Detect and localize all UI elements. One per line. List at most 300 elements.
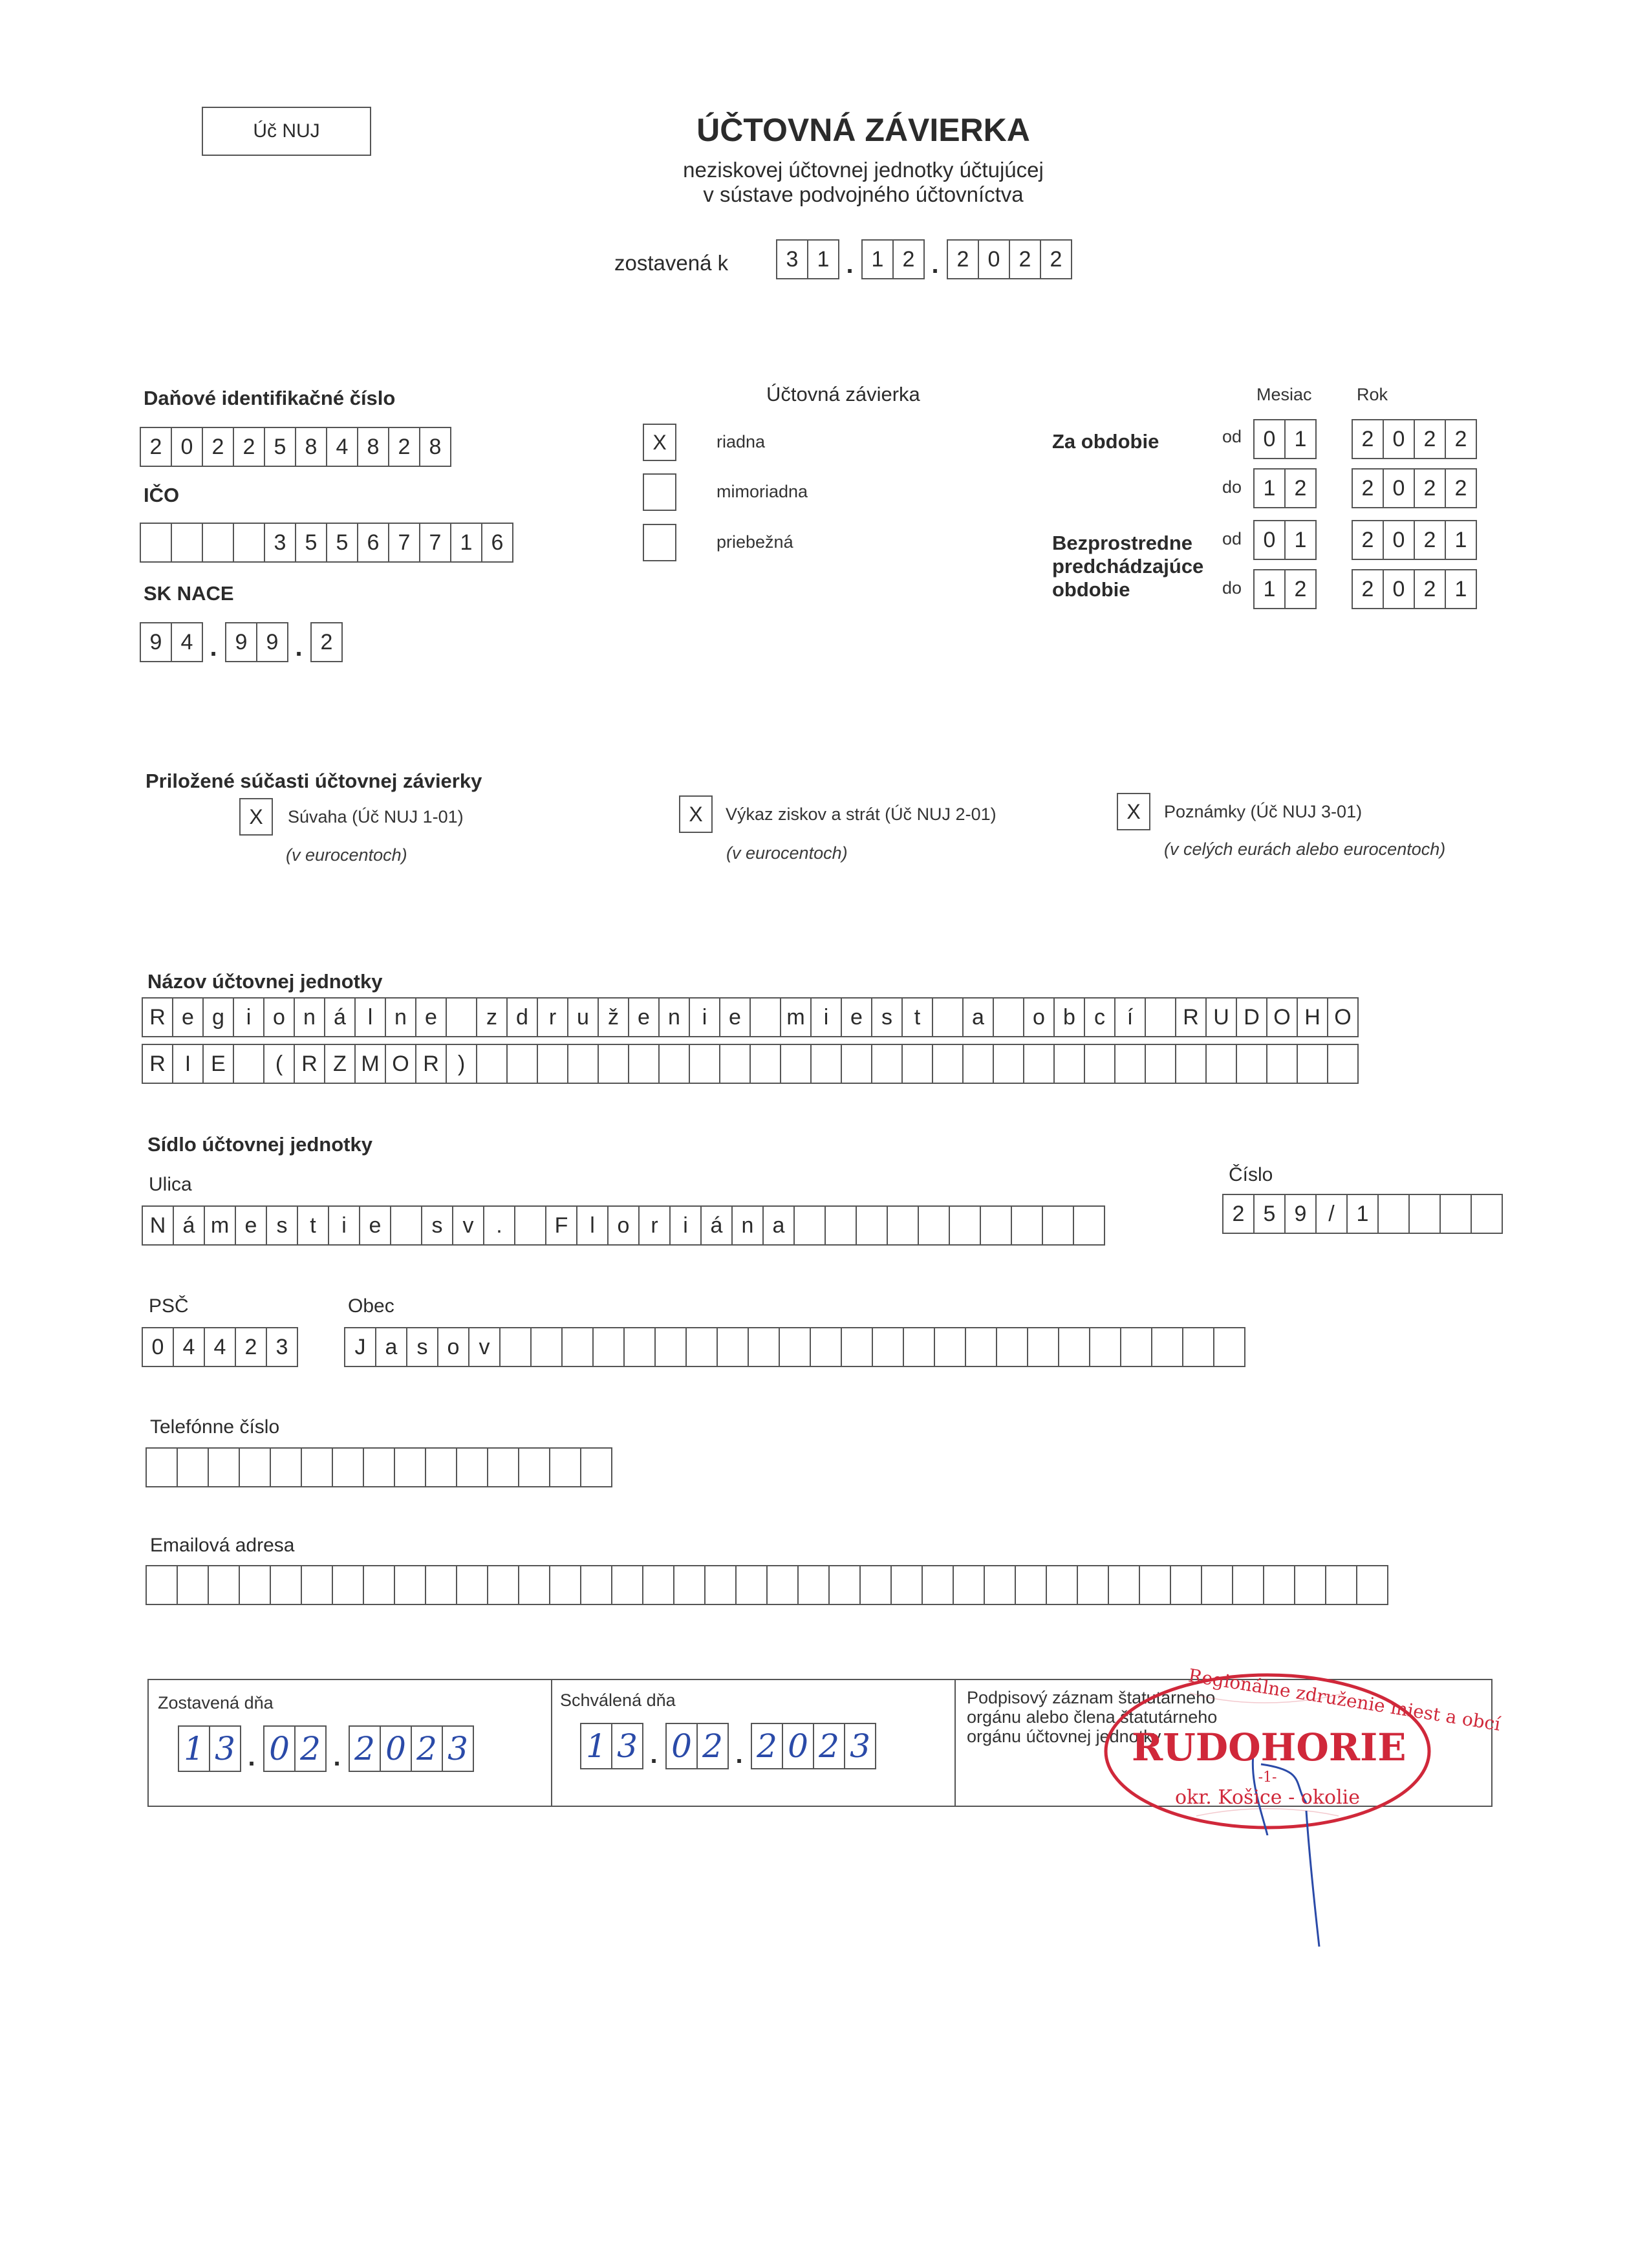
char-box[interactable]: [749, 997, 781, 1037]
char-box[interactable]: M: [354, 1044, 386, 1084]
char-box[interactable]: O: [1266, 997, 1298, 1037]
char-box[interactable]: [208, 1447, 240, 1487]
char-box[interactable]: [841, 1327, 873, 1367]
char-box[interactable]: [177, 1565, 209, 1605]
char-box[interactable]: [592, 1327, 625, 1367]
char-box[interactable]: 9: [225, 622, 257, 662]
char-box[interactable]: [984, 1565, 1016, 1605]
char-box[interactable]: H: [1297, 997, 1328, 1037]
current-from-month: [1253, 419, 1315, 459]
char-box[interactable]: 1: [861, 239, 894, 279]
char-box[interactable]: [146, 1565, 178, 1605]
statement-option-checkbox[interactable]: [643, 473, 676, 511]
char-box[interactable]: s: [421, 1205, 453, 1246]
char-box[interactable]: n: [385, 997, 416, 1037]
nace-part: [140, 622, 202, 662]
char-box[interactable]: [580, 1447, 612, 1487]
char-box[interactable]: í: [1114, 997, 1146, 1037]
char-box[interactable]: 0: [142, 1327, 174, 1367]
char-box[interactable]: [1015, 1565, 1047, 1605]
char-box[interactable]: 1: [1284, 419, 1317, 459]
char-box[interactable]: 2: [1352, 468, 1384, 508]
char-box[interactable]: [1042, 1205, 1074, 1246]
char-box[interactable]: 2: [1414, 520, 1446, 560]
char-box[interactable]: 8: [357, 427, 389, 467]
char-box[interactable]: 9: [256, 622, 288, 662]
char-box[interactable]: [1120, 1327, 1152, 1367]
char-box[interactable]: i: [810, 997, 842, 1037]
statement-option-checkbox[interactable]: [643, 524, 676, 561]
char-box[interactable]: [1027, 1327, 1059, 1367]
char-box[interactable]: [1236, 1044, 1267, 1084]
char-box[interactable]: 6: [357, 523, 389, 563]
char-box[interactable]: [766, 1565, 799, 1605]
char-box[interactable]: [685, 1327, 718, 1367]
char-box[interactable]: [549, 1447, 581, 1487]
char-box[interactable]: [1263, 1565, 1295, 1605]
char-box[interactable]: [841, 1044, 872, 1084]
statement-option-checkbox[interactable]: X: [643, 424, 676, 461]
char-box[interactable]: [270, 1447, 302, 1487]
char-box[interactable]: [301, 1447, 333, 1487]
char-box[interactable]: [233, 1044, 264, 1084]
char-box[interactable]: 0: [1383, 569, 1415, 609]
char-box[interactable]: 3: [776, 239, 808, 279]
char-box[interactable]: 2: [1009, 239, 1041, 279]
char-box: 1: [580, 1723, 612, 1769]
char-box: 3: [209, 1725, 241, 1772]
char-box[interactable]: e: [628, 997, 660, 1037]
char-box[interactable]: 9: [1284, 1194, 1317, 1234]
char-box[interactable]: m: [204, 1205, 236, 1246]
char-box[interactable]: [965, 1327, 997, 1367]
char-box[interactable]: [1182, 1327, 1214, 1367]
char-box[interactable]: [859, 1565, 892, 1605]
char-box[interactable]: s: [266, 1205, 298, 1246]
previous-period-label: Bezprostredne predchádzajúce obdobie: [1052, 532, 1204, 601]
char-box[interactable]: 4: [171, 622, 203, 662]
char-box[interactable]: e: [235, 1205, 267, 1246]
char-box[interactable]: 7: [388, 523, 420, 563]
char-box[interactable]: [332, 1565, 364, 1605]
char-box[interactable]: U: [1205, 997, 1237, 1037]
char-box[interactable]: [719, 1044, 751, 1084]
char-box[interactable]: [506, 1044, 538, 1084]
char-box[interactable]: [654, 1327, 687, 1367]
char-box[interactable]: [1151, 1327, 1183, 1367]
char-box[interactable]: [735, 1565, 768, 1605]
char-box[interactable]: 5: [264, 427, 296, 467]
char-box[interactable]: [793, 1205, 826, 1246]
attachment-checkbox[interactable]: X: [1117, 793, 1150, 830]
char-box[interactable]: [824, 1205, 857, 1246]
char-box[interactable]: [1377, 1194, 1410, 1234]
char-box[interactable]: [717, 1327, 749, 1367]
char-box[interactable]: (: [263, 1044, 295, 1084]
char-box[interactable]: 2: [233, 427, 265, 467]
char-box[interactable]: ž: [598, 997, 629, 1037]
char-box[interactable]: [567, 1044, 599, 1084]
char-box[interactable]: [780, 1044, 812, 1084]
char-box[interactable]: .: [483, 1205, 515, 1246]
char-box[interactable]: 1: [1253, 569, 1286, 609]
char-box[interactable]: e: [415, 997, 447, 1037]
attachment-unit: (v eurocentoch): [286, 845, 407, 865]
char-box[interactable]: b: [1053, 997, 1085, 1037]
char-box[interactable]: [1145, 997, 1176, 1037]
char-box[interactable]: [901, 1044, 933, 1084]
char-box[interactable]: 0: [978, 239, 1010, 279]
char-box[interactable]: o: [437, 1327, 469, 1367]
char-box[interactable]: [1023, 1044, 1055, 1084]
char-box[interactable]: [1201, 1565, 1233, 1605]
char-box[interactable]: i: [233, 997, 264, 1037]
char-box[interactable]: a: [375, 1327, 407, 1367]
char-box[interactable]: ): [446, 1044, 477, 1084]
char-box[interactable]: [301, 1565, 333, 1605]
char-box[interactable]: [749, 1044, 781, 1084]
char-box[interactable]: o: [607, 1205, 640, 1246]
char-box[interactable]: [580, 1565, 612, 1605]
char-box[interactable]: [611, 1565, 643, 1605]
char-box[interactable]: 5: [1253, 1194, 1286, 1234]
compiled-on-label: Zostavená dňa: [158, 1693, 274, 1712]
char-box[interactable]: 2: [1352, 520, 1384, 560]
char-box[interactable]: [856, 1205, 888, 1246]
char-box[interactable]: 0: [1383, 520, 1415, 560]
char-box[interactable]: 1: [1284, 520, 1317, 560]
char-box[interactable]: 2: [388, 427, 420, 467]
number-field: [1222, 1194, 1502, 1234]
char-box[interactable]: R: [142, 997, 173, 1037]
char-box[interactable]: [890, 1565, 923, 1605]
char-box[interactable]: 0: [1253, 520, 1286, 560]
char-box[interactable]: [748, 1327, 780, 1367]
char-box[interactable]: 8: [295, 427, 327, 467]
char-box[interactable]: [810, 1044, 842, 1084]
char-box[interactable]: 3: [264, 523, 296, 563]
char-box[interactable]: [949, 1205, 981, 1246]
char-box[interactable]: [561, 1327, 594, 1367]
page-subtitle-1: neziskovej účtovnej jednotky účtujúcej: [683, 158, 1044, 182]
char-box[interactable]: c: [1084, 997, 1116, 1037]
char-box[interactable]: á: [700, 1205, 733, 1246]
char-box[interactable]: u: [567, 997, 599, 1037]
char-box[interactable]: [518, 1565, 550, 1605]
char-box[interactable]: [932, 1044, 964, 1084]
char-box[interactable]: [1170, 1565, 1202, 1605]
char-box[interactable]: [456, 1447, 488, 1487]
char-box[interactable]: 2: [1284, 569, 1317, 609]
char-box[interactable]: r: [537, 997, 568, 1037]
approved-on-date: [580, 1723, 875, 1769]
char-box[interactable]: [1327, 1044, 1359, 1084]
char-box[interactable]: v: [468, 1327, 501, 1367]
char-box[interactable]: [934, 1327, 966, 1367]
char-box[interactable]: [394, 1447, 426, 1487]
char-box[interactable]: [514, 1205, 546, 1246]
seat-label: Sídlo účtovnej jednotky: [147, 1133, 372, 1156]
char-box[interactable]: [146, 1447, 178, 1487]
char-box[interactable]: [871, 1044, 903, 1084]
char-box[interactable]: 0: [171, 427, 203, 467]
char-box[interactable]: Z: [324, 1044, 356, 1084]
char-box[interactable]: s: [406, 1327, 438, 1367]
email-field: [146, 1565, 1387, 1605]
char-box[interactable]: l: [354, 997, 386, 1037]
char-box[interactable]: 2: [310, 622, 343, 662]
char-box[interactable]: 3: [266, 1327, 298, 1367]
char-box[interactable]: 2: [235, 1327, 267, 1367]
char-box[interactable]: e: [841, 997, 872, 1037]
char-box[interactable]: z: [476, 997, 508, 1037]
char-box[interactable]: o: [263, 997, 295, 1037]
char-box[interactable]: e: [359, 1205, 391, 1246]
char-box[interactable]: [1114, 1044, 1146, 1084]
char-box[interactable]: I: [172, 1044, 204, 1084]
char-box[interactable]: /: [1315, 1194, 1348, 1234]
char-box[interactable]: [239, 1447, 271, 1487]
char-box[interactable]: [623, 1327, 656, 1367]
char-box[interactable]: 1: [1445, 520, 1477, 560]
char-box[interactable]: i: [669, 1205, 702, 1246]
char-box[interactable]: [642, 1565, 674, 1605]
char-box[interactable]: e: [719, 997, 751, 1037]
char-box[interactable]: [202, 523, 234, 563]
char-box[interactable]: 1: [1445, 569, 1477, 609]
char-box[interactable]: 2: [1414, 569, 1446, 609]
char-box[interactable]: 7: [419, 523, 451, 563]
char-box[interactable]: [953, 1565, 985, 1605]
attachments-label: Priložené súčasti účtovnej závierky: [146, 770, 482, 792]
char-box[interactable]: [425, 1447, 457, 1487]
from-label: od: [1222, 427, 1242, 446]
char-box[interactable]: 0: [1383, 468, 1415, 508]
char-box[interactable]: n: [658, 997, 690, 1037]
char-box[interactable]: [993, 997, 1024, 1037]
char-box[interactable]: 2: [947, 239, 979, 279]
signature-label-line: Podpisový záznam štatutárneho: [967, 1688, 1216, 1707]
char-box[interactable]: 4: [204, 1327, 236, 1367]
char-box[interactable]: O: [1327, 997, 1359, 1037]
char-box[interactable]: F: [545, 1205, 577, 1246]
char-box[interactable]: R: [142, 1044, 173, 1084]
zip-field: [142, 1327, 297, 1367]
char-box[interactable]: [921, 1565, 954, 1605]
char-box[interactable]: 1: [1253, 468, 1286, 508]
char-box[interactable]: 5: [295, 523, 327, 563]
char-box[interactable]: n: [731, 1205, 764, 1246]
char-box[interactable]: E: [202, 1044, 234, 1084]
char-box[interactable]: [797, 1565, 830, 1605]
char-box[interactable]: [1175, 1044, 1207, 1084]
char-box[interactable]: [390, 1205, 422, 1246]
char-box[interactable]: [363, 1447, 395, 1487]
char-box[interactable]: 2: [1445, 419, 1477, 459]
char-box[interactable]: [518, 1447, 550, 1487]
char-box: 2: [813, 1723, 845, 1769]
char-box[interactable]: v: [452, 1205, 484, 1246]
char-box[interactable]: a: [962, 997, 994, 1037]
char-box[interactable]: [530, 1327, 563, 1367]
char-box[interactable]: [962, 1044, 994, 1084]
char-box[interactable]: [549, 1565, 581, 1605]
char-box[interactable]: a: [762, 1205, 795, 1246]
char-box[interactable]: [598, 1044, 629, 1084]
char-box[interactable]: [487, 1447, 519, 1487]
char-box[interactable]: i: [689, 997, 720, 1037]
char-box[interactable]: [1232, 1565, 1264, 1605]
char-box[interactable]: 4: [173, 1327, 205, 1367]
char-box[interactable]: 8: [419, 427, 451, 467]
char-box[interactable]: t: [297, 1205, 329, 1246]
char-box[interactable]: [425, 1565, 457, 1605]
char-box[interactable]: 2: [1040, 239, 1072, 279]
char-box[interactable]: [1325, 1565, 1357, 1605]
char-box[interactable]: [239, 1565, 271, 1605]
attachment-checkbox[interactable]: X: [679, 795, 713, 833]
compiled-month: [861, 239, 923, 279]
char-box[interactable]: [779, 1327, 811, 1367]
char-box[interactable]: [1297, 1044, 1328, 1084]
char-box[interactable]: o: [1023, 997, 1055, 1037]
char-box[interactable]: O: [385, 1044, 416, 1084]
char-box[interactable]: [1089, 1327, 1121, 1367]
char-box[interactable]: [177, 1447, 209, 1487]
char-box[interactable]: [487, 1565, 519, 1605]
char-box[interactable]: e: [172, 997, 204, 1037]
signature-label-line: orgánu alebo člena štatutárneho: [967, 1707, 1218, 1727]
char-box[interactable]: [1266, 1044, 1298, 1084]
char-box[interactable]: [1073, 1205, 1105, 1246]
char-box[interactable]: n: [294, 997, 325, 1037]
char-box[interactable]: [233, 523, 265, 563]
char-box[interactable]: [810, 1327, 842, 1367]
char-box[interactable]: g: [202, 997, 234, 1037]
char-box[interactable]: [140, 523, 172, 563]
char-box[interactable]: á: [173, 1205, 205, 1246]
char-box[interactable]: 1: [1346, 1194, 1379, 1234]
char-box[interactable]: 2: [140, 427, 172, 467]
char-box[interactable]: [1046, 1565, 1078, 1605]
char-box[interactable]: [1471, 1194, 1503, 1234]
char-box[interactable]: [208, 1565, 240, 1605]
char-box[interactable]: R: [415, 1044, 447, 1084]
char-box[interactable]: [1439, 1194, 1472, 1234]
char-box[interactable]: l: [576, 1205, 609, 1246]
char-box[interactable]: 2: [1414, 468, 1446, 508]
char-box[interactable]: d: [506, 997, 538, 1037]
char-box[interactable]: [872, 1327, 904, 1367]
char-box[interactable]: [446, 997, 477, 1037]
char-box[interactable]: [1053, 1044, 1085, 1084]
char-box[interactable]: [1108, 1565, 1140, 1605]
char-box[interactable]: 9: [140, 622, 172, 662]
char-box[interactable]: [1145, 1044, 1176, 1084]
char-box[interactable]: [456, 1565, 488, 1605]
char-box[interactable]: [499, 1327, 532, 1367]
char-box[interactable]: N: [142, 1205, 174, 1246]
char-box[interactable]: [394, 1565, 426, 1605]
char-box[interactable]: [704, 1565, 737, 1605]
char-box[interactable]: 2: [202, 427, 234, 467]
char-box[interactable]: [918, 1205, 950, 1246]
char-box[interactable]: [996, 1327, 1028, 1367]
char-box[interactable]: [932, 997, 964, 1037]
char-box[interactable]: [1058, 1327, 1090, 1367]
char-box[interactable]: [332, 1447, 364, 1487]
street-field: [142, 1205, 1104, 1246]
char-box[interactable]: [476, 1044, 508, 1084]
char-box[interactable]: [658, 1044, 690, 1084]
char-box[interactable]: [1408, 1194, 1441, 1234]
page-title: ÚČTOVNÁ ZÁVIERKA: [696, 112, 1030, 148]
number-label: Číslo: [1229, 1164, 1273, 1185]
char-box[interactable]: 4: [326, 427, 358, 467]
char-box[interactable]: [628, 1044, 660, 1084]
char-box[interactable]: 1: [807, 239, 839, 279]
char-box[interactable]: [887, 1205, 919, 1246]
nace-separator: .: [210, 633, 217, 662]
char-box[interactable]: s: [871, 997, 903, 1037]
char-box[interactable]: á: [324, 997, 356, 1037]
char-box[interactable]: t: [901, 997, 933, 1037]
char-box[interactable]: [1011, 1205, 1043, 1246]
char-box[interactable]: [1205, 1044, 1237, 1084]
char-box[interactable]: R: [294, 1044, 325, 1084]
char-box[interactable]: [1139, 1565, 1171, 1605]
char-box[interactable]: J: [344, 1327, 376, 1367]
char-box[interactable]: 6: [481, 523, 513, 563]
char-box[interactable]: m: [780, 997, 812, 1037]
char-box[interactable]: R: [1175, 997, 1207, 1037]
char-box[interactable]: [1213, 1327, 1245, 1367]
char-box[interactable]: [903, 1327, 935, 1367]
char-box[interactable]: [993, 1044, 1024, 1084]
char-box[interactable]: 2: [1352, 419, 1384, 459]
char-box[interactable]: 0: [1253, 419, 1286, 459]
char-box[interactable]: [1084, 1044, 1116, 1084]
char-box[interactable]: 2: [1414, 419, 1446, 459]
char-box[interactable]: 5: [326, 523, 358, 563]
char-box[interactable]: 2: [1222, 1194, 1255, 1234]
char-box[interactable]: 2: [1352, 569, 1384, 609]
char-box[interactable]: r: [638, 1205, 671, 1246]
char-box[interactable]: [1077, 1565, 1109, 1605]
attachment-checkbox[interactable]: X: [239, 798, 273, 836]
char-box[interactable]: [980, 1205, 1012, 1246]
char-box[interactable]: [689, 1044, 720, 1084]
char-box[interactable]: [673, 1565, 706, 1605]
char-box[interactable]: 2: [1284, 468, 1317, 508]
char-box[interactable]: D: [1236, 997, 1267, 1037]
nace-part: [225, 622, 287, 662]
char-box[interactable]: [270, 1565, 302, 1605]
char-box[interactable]: 2: [1445, 468, 1477, 508]
char-box[interactable]: [1356, 1565, 1388, 1605]
char-box[interactable]: 1: [450, 523, 482, 563]
current-period-label: Za obdobie: [1052, 430, 1159, 453]
char-box[interactable]: [1294, 1565, 1326, 1605]
char-box[interactable]: [363, 1565, 395, 1605]
char-box[interactable]: [537, 1044, 568, 1084]
char-box[interactable]: i: [328, 1205, 360, 1246]
char-box[interactable]: 0: [1383, 419, 1415, 459]
char-box[interactable]: 2: [892, 239, 925, 279]
char-box[interactable]: [171, 523, 203, 563]
char-box[interactable]: [828, 1565, 861, 1605]
char-box: 2: [411, 1725, 443, 1772]
